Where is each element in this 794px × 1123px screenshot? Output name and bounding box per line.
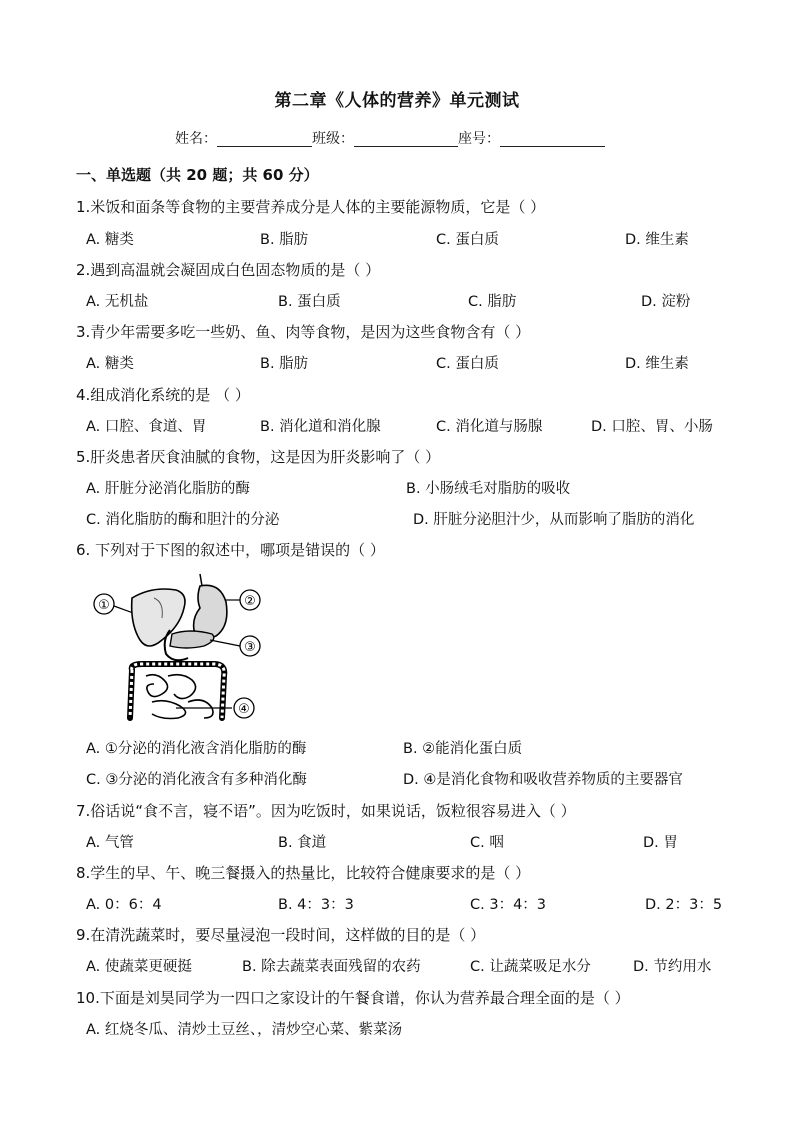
option-b: B. 4：3：3: [278, 897, 354, 913]
option-a: A. 肝脏分泌消化脂肪的酶: [86, 481, 250, 497]
option-c: C. 咽: [470, 835, 504, 851]
option-d: D. 节约用水: [633, 959, 712, 975]
large-intestine-shape: [132, 664, 225, 718]
option-d: D. 淀粉: [641, 294, 691, 310]
option-c: C. 消化道与肠腺: [436, 419, 543, 435]
option-d: D. 胃: [643, 835, 678, 851]
question-stem: 8.学生的早、午、晚三餐摄入的热量比，比较符合健康要求的是（ ）: [76, 864, 531, 882]
option-c: C. 3：4：3: [470, 897, 547, 913]
question-stem: 2.遇到高温就会凝固成白色固态物质的是（ ）: [76, 261, 381, 279]
class-label: 班级：: [312, 131, 354, 147]
option-d: D. 2：3：5: [645, 897, 723, 913]
figure-label-4: ④: [238, 702, 250, 717]
option-c: C. 消化脂肪的酶和胆汁的分泌: [86, 512, 280, 528]
figure-label-1: ①: [98, 598, 110, 613]
question-stem: 6. 下列对于下图的叙述中，哪项是错误的（ ）: [76, 541, 385, 559]
option-d: D. 维生素: [625, 356, 689, 372]
small-intestine-shape: [146, 675, 213, 719]
option-a: A. 红烧冬瓜、清炒土豆丝、，清炒空心菜、紫菜汤: [86, 1022, 403, 1038]
question-stem: 5.肝炎患者厌食油腻的食物，这是因为肝炎影响了（ ）: [76, 448, 441, 466]
question-stem: 4.组成消化系统的是 （ ）: [76, 386, 250, 404]
option-a: A. 糖类: [86, 232, 134, 248]
option-c: C. 蛋白质: [436, 356, 499, 372]
seat-label: 座号：: [458, 131, 500, 147]
option-b: B. 脂肪: [260, 356, 309, 372]
option-a: A. 使蔬菜更硬挺: [86, 959, 192, 975]
option-b: B. 消化道和消化腺: [260, 419, 381, 435]
stomach-shape: [194, 585, 227, 638]
option-a: A. 0：6：4: [86, 897, 162, 913]
name-label: 姓名：: [175, 131, 217, 147]
figure-label-2: ②: [244, 594, 256, 609]
option-a: A. 气管: [86, 835, 134, 851]
option-b: B. 蛋白质: [278, 294, 341, 310]
option-c: C. 脂肪: [468, 294, 517, 310]
option-c: C. 让蔬菜吸足水分: [470, 959, 591, 975]
option-d: D. 维生素: [625, 232, 689, 248]
option-b: B. 除去蔬菜表面残留的农药: [242, 959, 421, 975]
option-a: A. 无机盐: [86, 294, 149, 310]
option-c: C. 蛋白质: [436, 232, 499, 248]
option-d: D. 肝脏分泌胆汁少，从而影响了脂肪的消化: [413, 512, 695, 528]
option-d: D. ④是消化食物和吸收营养物质的主要器官: [403, 772, 683, 788]
question-stem: 3.青少年需要多吃一些奶、鱼、肉等食物，是因为这些食物含有（ ）: [76, 323, 531, 341]
name-blank: [217, 130, 312, 147]
class-blank: [354, 130, 458, 147]
question-stem: 7.俗话说“食不言，寝不语”。因为吃饭时，如果说话，饭粒很容易进入（ ）: [76, 802, 576, 820]
option-a: A. ①分泌的消化液含消化脂肪的酶: [86, 741, 307, 757]
option-b: B. 小肠绒毛对脂肪的吸收: [406, 481, 571, 497]
figure-label-3: ③: [244, 640, 256, 655]
option-b: B. 食道: [278, 835, 327, 851]
digestive-system-figure: [92, 568, 262, 724]
option-b: B. 脂肪: [260, 232, 309, 248]
question-stem: 1.米饭和面条等食物的主要营养成分是人体的主要能源物质，它是（ ）: [76, 198, 546, 216]
option-c: C. ③分泌的消化液含有多种消化酶: [86, 772, 307, 788]
option-d: D. 口腔、胃、小肠: [591, 419, 713, 435]
pancreas-shape: [170, 631, 214, 648]
option-a: A. 口腔、食道、胃: [86, 419, 207, 435]
page-title: 第二章《人体的营养》单元测试: [274, 91, 520, 111]
section-title: 一、单选题（共 20 题；共 60 分）: [76, 166, 319, 184]
question-stem: 10.下面是刘昊同学为一四口之家设计的午餐食谱，你认为营养最合理全面的是（ ）: [76, 989, 630, 1007]
seat-blank: [500, 130, 605, 147]
question-stem: 9.在清洗蔬菜时，要尽量浸泡一段时间，这样做的目的是（ ）: [76, 926, 486, 944]
option-b: B. ②能消化蛋白质: [403, 741, 523, 757]
option-a: A. 糖类: [86, 356, 134, 372]
student-info-line: [175, 128, 605, 148]
